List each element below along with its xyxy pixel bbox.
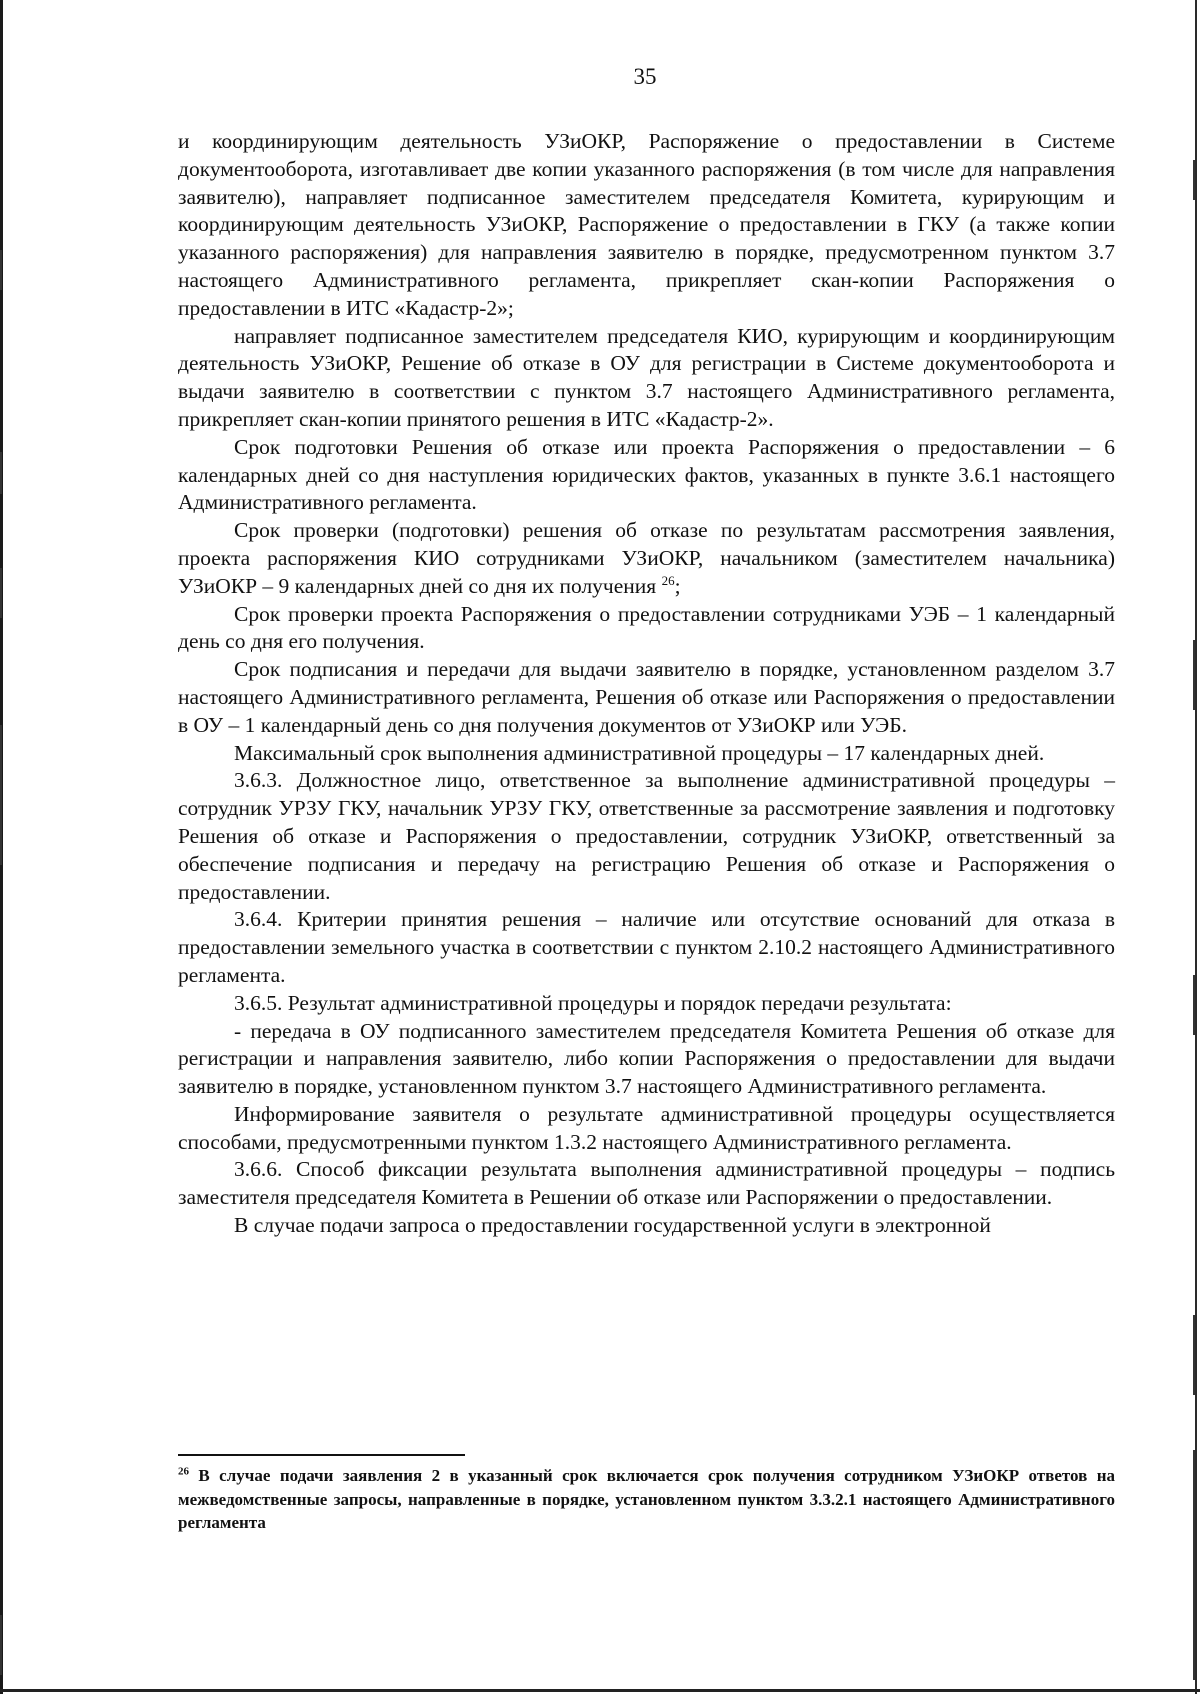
paragraph: 3.6.4. Критерии принятия решения – наличие или отсутствие оснований для отказа в предоставлении земельного участка в соответствии с пунктом 2.10.2 настоящего Административного регламента.	[178, 907, 1115, 987]
paragraph: Информирование заявителя о результате административной процедуры осуществляется способами, предусмотренными пунктом 1.3.2 настоящего Административного регламента.	[178, 1101, 1115, 1154]
paragraph: В случае подачи запроса о предоставлении государственной услуги в электронной	[234, 1213, 991, 1238]
footnote-reference: 26	[661, 572, 675, 588]
scan-margin-mark	[0, 1615, 2, 1675]
paragraph: Максимальный срок выполнения административной процедуры – 17 календарных дней.	[234, 740, 1045, 765]
paragraph: и координирующим деятельность УЗиОКР, Распоряжение о предоставлении в Системе документооборота, изготавливает две копии указанного распоряжения (в том числе для направления заявителю), направляет подписанное заместителем председателя Комитета, курирующим и координирующим деятельность УЗиОКР, Распоряжение о предоставлении в ГКУ (а также копии указанного распоряжения) для направления заявителю в порядке, предусмотренном пунктом 3.7 настоящего Административного регламента, прикрепляет скан-копии Распоряжения о предоставлении в ИТС «Кадастр-2»;	[178, 129, 1115, 320]
scan-right-edge	[1195, 0, 1197, 1694]
paragraph: Срок подписания и передачи для выдачи заявителю в порядке, установленном разделом 3.7 настоящего Административного регламента, Решения об отказе или Распоряжения о предоставлении в ОУ – 1 календарный день со дня получения документов от УЗиОКР или УЭБ.	[178, 657, 1115, 737]
page-number: 35	[633, 64, 657, 89]
scan-margin-mark	[1193, 1315, 1195, 1395]
paragraph: - передача в ОУ подписанного заместителем председателя Комитета Решения об отказе для регистрации и направления заявителю, либо копии Распоряжения о предоставлении для выдачи заявителю в порядке, установленном пунктом 3.7 настоящего Административного регламента.	[178, 1018, 1115, 1099]
scan-margin-mark	[0, 452, 2, 494]
scan-margin-mark	[0, 250, 2, 290]
paragraph	[178, 517, 1115, 600]
footnote-text: В случае подачи заявления 2 в указанный срок включается срок получения сотрудником УЗиОКР ответов на межведомственные запросы, направленные в порядке, установленном пунктом 3.3.2.1 настоящего Административного регламента	[178, 1466, 1115, 1532]
footnote-separator	[178, 1454, 465, 1456]
paragraph: Срок проверки проекта Распоряжения о предоставлении сотрудниками УЭБ – 1 календарный день со дня его получения.	[178, 601, 1115, 654]
scan-bottom-edge	[0, 1689, 1200, 1692]
scan-margin-mark	[1193, 1450, 1195, 1680]
footnote	[178, 1464, 1115, 1535]
paragraph: 3.6.6. Способ фиксации результата выполнения административной процедуры – подпись заместителя председателя Комитета в Решении об отказе или Распоряжении о предоставлении.	[178, 1157, 1115, 1210]
scan-margin-mark	[1193, 975, 1195, 1035]
scan-margin-mark	[0, 568, 2, 618]
scan-margin-mark	[1193, 640, 1195, 710]
scan-margin-mark	[0, 725, 2, 865]
paragraph: 3.6.5. Результат административной процедуры и порядок передачи результата:	[234, 990, 952, 1015]
paragraph-tail: ;	[674, 573, 681, 598]
paragraph: направляет подписанное заместителем председателя КИО, курирующим и координирующим деятельность УЗиОКР, Решение об отказе в ОУ для регистрации в Системе документооборота и выдачи заявителю в соответствии с пунктом 3.7 настоящего Административного регламента, прикрепляет скан-копии принятого решения в ИТС «Кадастр-2».	[178, 323, 1115, 431]
paragraph: 3.6.3. Должностное лицо, ответственное за выполнение административной процедуры – сотрудник УРЗУ ГКУ, начальник УРЗУ ГКУ, ответственные за рассмотрение заявления и подготовку Решения об отказе и Распоряжения о предоставлении, сотрудник УЗиОКР, ответственный за обеспечение подписания и передачу на регистрацию Решения об отказе и Распоряжения о предоставлении.	[178, 768, 1115, 904]
scan-margin-mark	[1193, 160, 1195, 200]
paragraph: Срок подготовки Решения об отказе или проекта Распоряжения о предоставлении – 6 календарных дней со дня наступления юридических фактов, указанных в пункте 3.6.1 настоящего Административного регламента.	[178, 434, 1115, 515]
paragraph-text: Срок проверки (подготовки) решения об отказе по результатам рассмотрения заявления, проекта распоряжения КИО сотрудниками УЗиОКР, начальником (заместителем начальника) УЗиОКР – 9 календарных дней со дня их получения	[178, 518, 1115, 598]
document-body	[178, 128, 1115, 1240]
footnote-marker: 26	[178, 1465, 189, 1478]
